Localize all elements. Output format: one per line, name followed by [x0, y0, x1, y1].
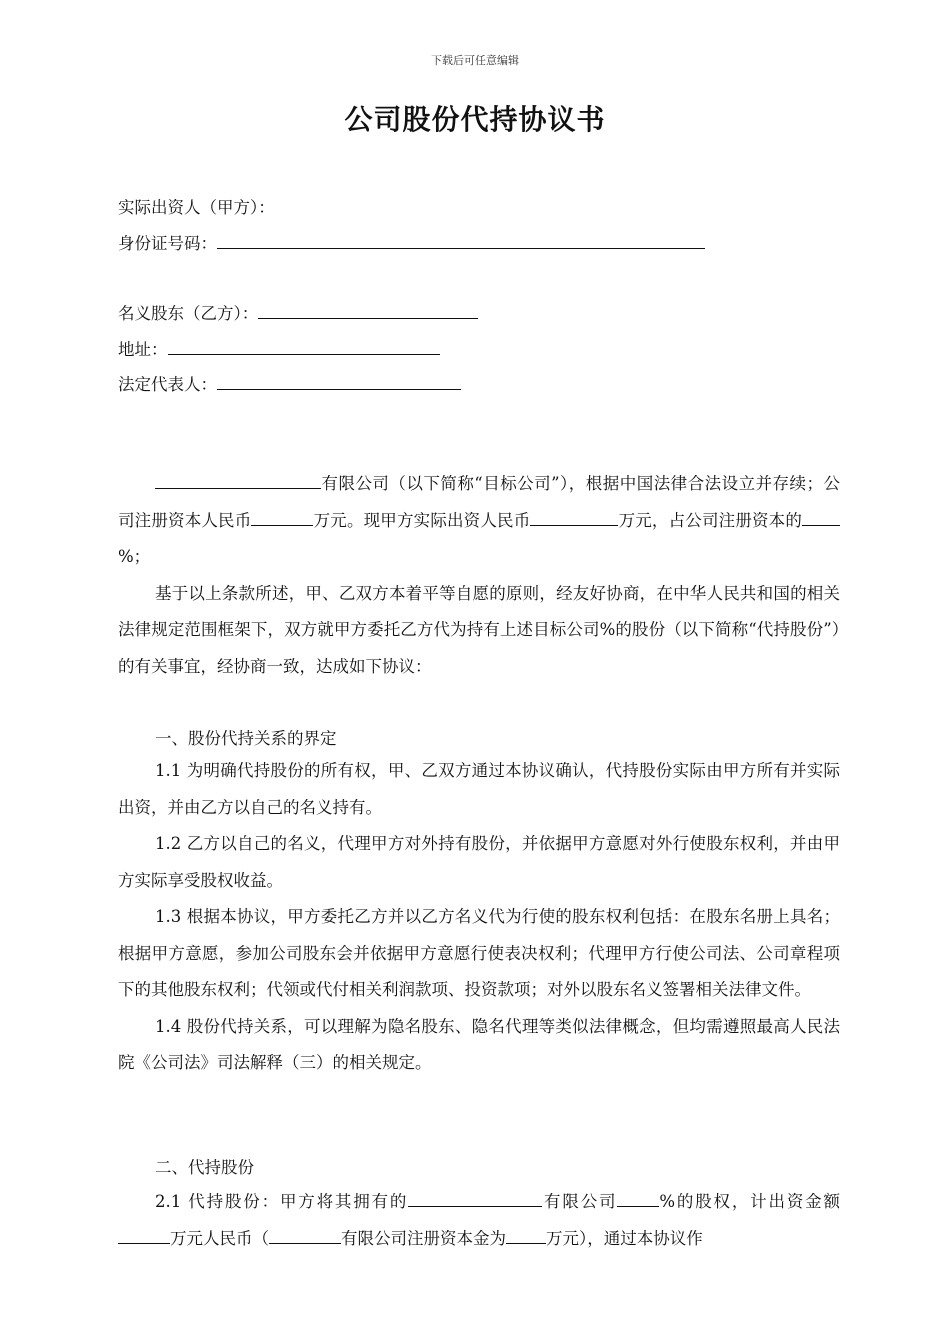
party-a-id-label: 身份证号码： — [118, 234, 217, 253]
party-b-line — [118, 300, 478, 324]
percentage-blank[interactable] — [802, 507, 840, 526]
clause-1-3: 1.3 根据本协议，甲方委托乙方并以乙方名义代为行使的股东权利包括：在股东名册上具名；根据甲方意愿，参加公司股东会并依据甲方意愿行使表决权利；代理甲方行使公司法、公司章程项下的其他股东权利；代领或代付相关利润款项、投资款项；对外以股东名义签署相关法律文件。 — [118, 907, 840, 999]
party-b-name-blank[interactable] — [258, 300, 478, 319]
share-percent-blank[interactable] — [617, 1188, 659, 1207]
section-1-heading: 一、股份代持关系的界定 — [155, 729, 337, 748]
section-1-body — [118, 753, 840, 1082]
header-note: 下载后可任意编辑 — [431, 54, 519, 67]
section-2-heading: 二、代持股份 — [155, 1158, 254, 1177]
intro-paragraph-2: 基于以上条款所述，甲、乙双方本着平等自愿的原则，经友好协商，在中华人民共和国的相关法律规定范围框架下，双方就甲方委托乙方代为持有上述目标公司%的股份（以下简称“代持股份”）的有关事宜，经协商一致，达成如下协议： — [118, 583, 840, 676]
registered-capital-blank[interactable] — [251, 507, 313, 526]
target-company-blank[interactable] — [155, 470, 321, 489]
capital-amount-blank[interactable] — [506, 1225, 546, 1244]
held-company-blank[interactable] — [408, 1188, 542, 1207]
clause-1-4: 1.4 股份代持关系，可以理解为隐名股东、隐名代理等类似法律概念，但均需遵照最高人民法院《公司法》司法解释（三）的相关规定。 — [118, 1016, 840, 1072]
party-b-label: 名义股东（乙方）： — [118, 304, 259, 323]
clause-1-2: 1.2 乙方以自己的名义，代理甲方对外持有股份，并依据甲方意愿对外行使股东权利，并由甲方实际享受股权收益。 — [118, 834, 840, 890]
contribution-blank[interactable] — [530, 507, 618, 526]
party-b-address-label: 地址： — [118, 340, 168, 359]
company-name-blank[interactable] — [269, 1225, 341, 1244]
intro-paragraph-1: 有限公司（以下简称“目标公司”），根据中国法律合法设立并存续；公司注册资本人民币 万元。现甲方实际出资人民币 万元，占公司注册资本的%； — [118, 466, 840, 576]
clause-2-1: 2.1 代持股份：甲方将其拥有的 有限公司 %的股权，计出资金额万元人民币（ 有限公司注册资本金为 万元），通过本协议作 — [118, 1184, 840, 1257]
party-b-rep-label: 法定代表人： — [118, 375, 217, 394]
clause-1-1: 1.1 为明确代持股份的所有权，甲、乙双方通过本协议确认，代持股份实际由甲方所有并实际出资，并由乙方以自己的名义持有。 — [118, 761, 840, 817]
party-b-address-line — [118, 336, 440, 360]
party-b-rep-line — [118, 371, 461, 395]
intro-section — [118, 466, 840, 685]
document-title: 公司股份代持协议书 — [344, 103, 606, 136]
party-a-id-line — [118, 230, 705, 254]
party-a-label: 实际出资人（甲方）： — [118, 198, 275, 217]
amount-blank[interactable] — [118, 1225, 170, 1244]
address-blank[interactable] — [168, 336, 440, 355]
section-2-body — [118, 1184, 840, 1257]
legal-rep-blank[interactable] — [217, 371, 461, 390]
party-a-line — [118, 196, 275, 220]
id-number-blank[interactable] — [217, 230, 705, 249]
